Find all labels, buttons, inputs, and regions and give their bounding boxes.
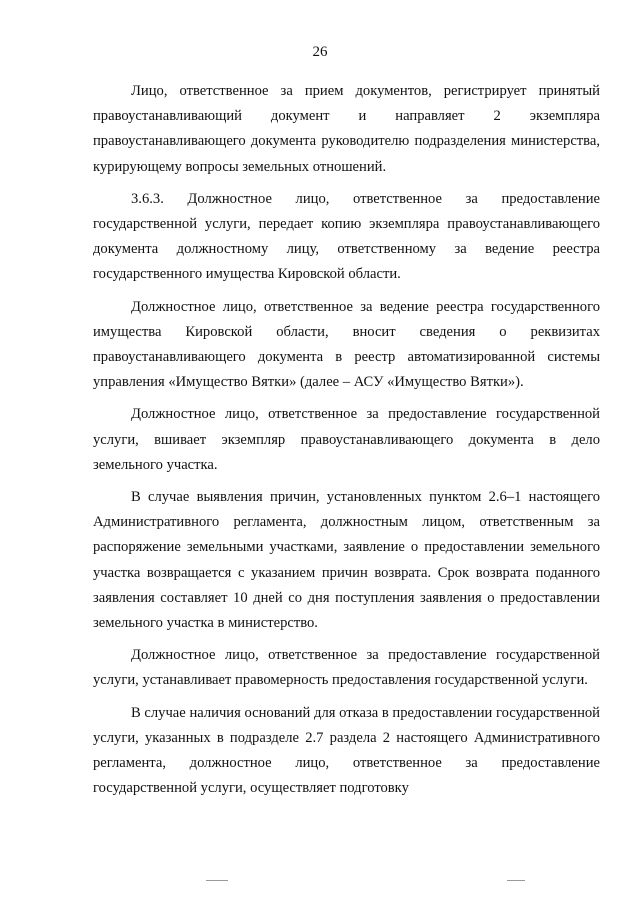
paragraph-return-of-application: В случае выявления причин, установленных пунктом 2.6–1 настоящего Административного регламента, должностным лицом, ответственным за распоряжение земельными участками, заявление о предоставлении земельного участка возвращается с указанием причин возврата. Срок возврата поданного заявления составляет 10 дней со дня поступления заявления о предоставлении земельного участка в министерство. bbox=[93, 489, 600, 632]
scan-artifact bbox=[507, 880, 525, 881]
paragraph-registration: Лицо, ответственное за прием документов, регистрирует принятый правоустанавливающий документ и направляет 2 экземпляра правоустанавливающего документа руководителю подразделения министерства, курирующему вопросы земельных отношений. bbox=[93, 83, 600, 175]
paragraph-refusal-grounds: В случае наличия оснований для отказа в предоставлении государственной услуги, указанных в подразделе 2.7 раздела 2 настоящего Административного регламента, должностное лицо, ответственное за предоставление государственной услуги, осуществляет подготовку bbox=[93, 704, 600, 797]
page-number: 26 bbox=[312, 44, 328, 60]
paragraph-legitimacy-check: Должностное лицо, ответственное за предоставление государственной услуги, устанавливает правомерность предоставления государственной услуги. bbox=[93, 647, 600, 689]
paragraph-file-binding: Должностное лицо, ответственное за предоставление государственной услуги, вшивает экземпляр правоустанавливающего документа в дело земельного участка. bbox=[93, 406, 600, 473]
paragraph-3-6-3: 3.6.3. Должностное лицо, ответственное за предоставление государственной услуги, передает копию экземпляра правоустанавливающего документа должностному лицу, ответственному за ведение реестра государственного имущества Кировской области. bbox=[93, 190, 600, 283]
paragraph-registry-entry: Должностное лицо, ответственное за ведение реестра государственного имущества Кировской области, вносит сведения о реквизитах правоустанавливающего документа в реестр автоматизированной системы управления «Имущество Вятки» (далее – АСУ «Имущество Вятки»). bbox=[93, 298, 600, 391]
document-body bbox=[93, 79, 600, 801]
scan-artifact bbox=[206, 880, 228, 881]
